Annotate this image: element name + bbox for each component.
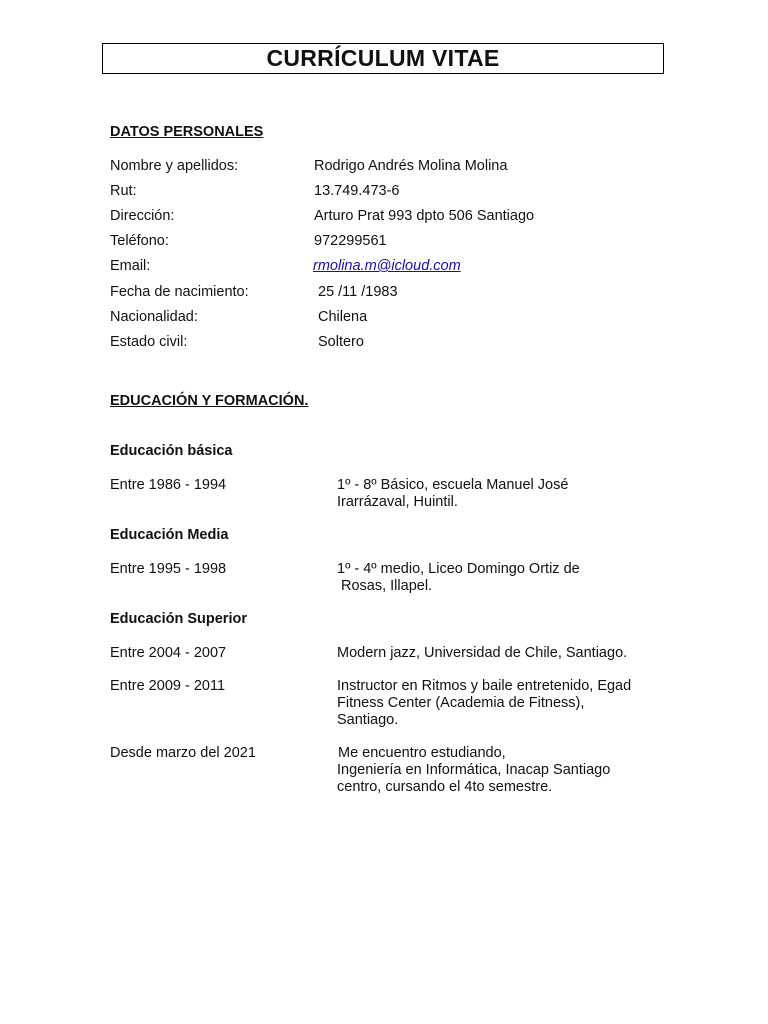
description-line: 1º - 8º Básico, escuela Manuel José bbox=[337, 477, 569, 493]
education-period: Entre 1995 - 1998 bbox=[110, 561, 227, 577]
description-line: Rosas, Illapel. bbox=[341, 578, 433, 594]
field-value: 972299561 bbox=[314, 233, 387, 249]
personal-data-heading: DATOS PERSONALES bbox=[110, 124, 264, 140]
field-label: Dirección: bbox=[110, 208, 175, 224]
education-heading: EDUCACIÓN Y FORMACIÓN. bbox=[110, 393, 309, 409]
field-value: 25 /11 /1983 bbox=[318, 284, 398, 300]
field-value: Chilena bbox=[318, 309, 368, 325]
field-label: Teléfono: bbox=[110, 233, 169, 249]
description-line: centro, cursando el 4to semestre. bbox=[337, 779, 553, 795]
field-label: Nombre y apellidos: bbox=[110, 158, 239, 174]
field-label: Rut: bbox=[110, 183, 137, 199]
education-period: Desde marzo del 2021 bbox=[110, 745, 256, 761]
field-label: Estado civil: bbox=[110, 334, 188, 350]
description-line: Instructor en Ritmos y baile entretenido, Egad bbox=[337, 678, 632, 694]
field-value: Soltero bbox=[318, 334, 364, 350]
description-line: Me encuentro estudiando, bbox=[338, 745, 506, 761]
description-line: Santiago. bbox=[337, 712, 399, 728]
field-value: Rodrigo Andrés Molina Molina bbox=[314, 158, 508, 174]
education-description bbox=[337, 561, 580, 595]
education-period: Entre 2004 - 2007 bbox=[110, 645, 227, 661]
higher-education-heading: Educación Superior bbox=[110, 611, 247, 627]
field-label: Fecha de nacimiento: bbox=[110, 284, 249, 300]
education-period: Entre 1986 - 1994 bbox=[110, 477, 227, 493]
document-title: CURRÍCULUM VITAE bbox=[266, 45, 500, 71]
secondary-education-heading: Educación Media bbox=[110, 527, 229, 543]
description-line: Irarrázaval, Huintil. bbox=[337, 494, 458, 510]
description-line: Fitness Center (Academia de Fitness), bbox=[337, 695, 585, 711]
education-description bbox=[337, 745, 610, 796]
email-link[interactable]: rmolina.m@icloud.com bbox=[313, 258, 461, 274]
basic-education-heading: Educación básica bbox=[110, 443, 233, 459]
description-line: Modern jazz, Universidad de Chile, Santiago. bbox=[337, 645, 628, 661]
field-value: Arturo Prat 993 dpto 506 Santiago bbox=[314, 208, 535, 224]
description-line: Ingeniería en Informática, Inacap Santiago bbox=[337, 762, 611, 778]
field-label: Email: bbox=[110, 258, 151, 274]
field-value: 13.749.473-6 bbox=[314, 183, 400, 199]
education-description bbox=[337, 678, 631, 729]
education-description bbox=[337, 645, 627, 662]
description-line: 1º - 4º medio, Liceo Domingo Ortiz de bbox=[337, 561, 580, 577]
education-description bbox=[337, 477, 568, 511]
education-period: Entre 2009 - 2011 bbox=[110, 678, 226, 694]
title-box bbox=[102, 43, 664, 74]
field-label: Nacionalidad: bbox=[110, 309, 198, 325]
